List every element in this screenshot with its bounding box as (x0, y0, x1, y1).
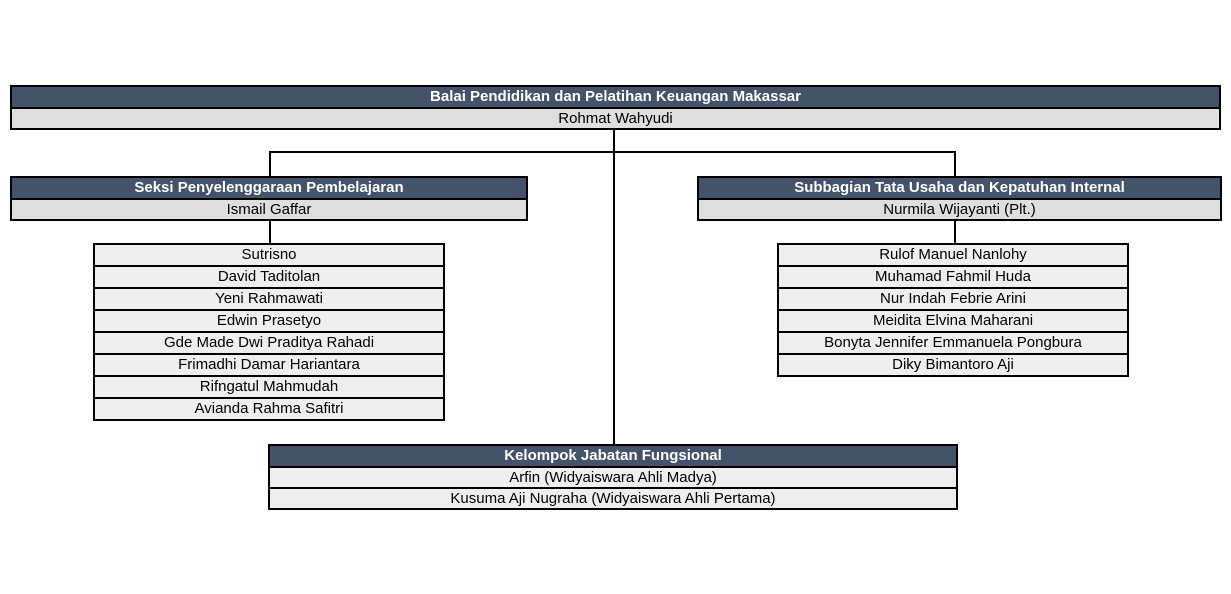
right-members-list (777, 243, 1129, 377)
member-row: Sutrisno (95, 245, 443, 265)
right-unit-title: Subbagian Tata Usaha dan Kepatuhan Internal (699, 178, 1220, 198)
member-row: Nur Indah Febrie Arini (779, 287, 1127, 309)
member-row: Meidita Elvina Maharani (779, 309, 1127, 331)
member-row: Frimadhi Damar Hariantara (95, 353, 443, 375)
member-row: Gde Made Dwi Praditya Rahadi (95, 331, 443, 353)
member-row: Kusuma Aji Nugraha (Widyaiswara Ahli Pertama) (270, 487, 956, 508)
root-unit-title: Balai Pendidikan dan Pelatihan Keuangan Makassar (12, 87, 1219, 107)
member-row: Yeni Rahmawati (95, 287, 443, 309)
connector-right-list (954, 220, 956, 243)
member-row: Muhamad Fahmil Huda (779, 265, 1127, 287)
member-row: Diky Bimantoro Aji (779, 353, 1127, 375)
connector-left-list (269, 220, 271, 243)
right-unit-box (697, 176, 1222, 221)
left-unit-head: Ismail Gaffar (12, 198, 526, 219)
left-members-list (93, 243, 445, 421)
root-unit-head: Rohmat Wahyudi (12, 107, 1219, 128)
right-unit-head: Nurmila Wijayanti (Plt.) (699, 198, 1220, 219)
member-row: Bonyta Jennifer Emmanuela Pongbura (779, 331, 1127, 353)
member-row: David Taditolan (95, 265, 443, 287)
member-row: Rulof Manuel Nanlohy (779, 245, 1127, 265)
member-row: Avianda Rahma Safitri (95, 397, 443, 419)
connector-branch-horizontal (269, 151, 956, 153)
connector-left-drop (269, 152, 271, 176)
member-row: Arfin (Widyaiswara Ahli Madya) (270, 466, 956, 487)
left-unit-title: Seksi Penyelenggaraan Pembelajaran (12, 178, 526, 198)
root-unit-box (10, 85, 1221, 130)
member-row: Rifngatul Mahmudah (95, 375, 443, 397)
connector-right-drop (954, 152, 956, 176)
connector-root-trunk (613, 128, 615, 444)
member-row: Edwin Prasetyo (95, 309, 443, 331)
left-unit-box (10, 176, 528, 221)
functional-group-box (268, 444, 958, 510)
functional-group-title: Kelompok Jabatan Fungsional (270, 446, 956, 466)
